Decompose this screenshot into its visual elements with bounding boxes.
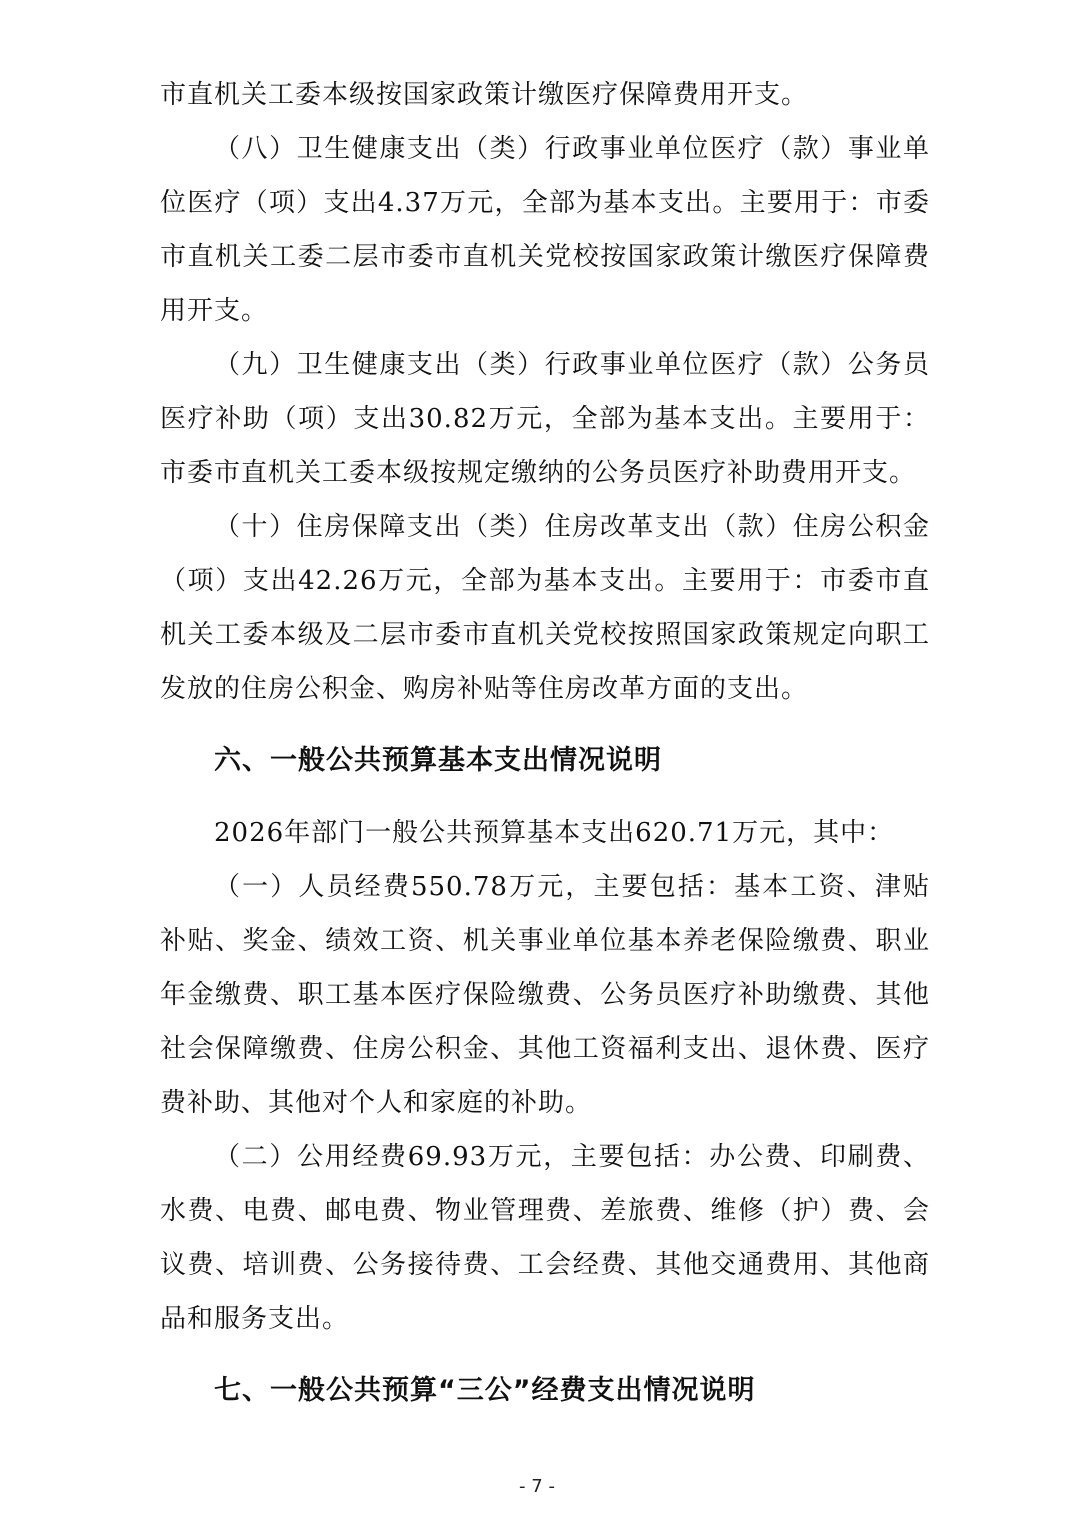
- paragraph-item-8: （八）卫生健康支出（类）行政事业单位医疗（款）事业单位医疗（项）支出4.37万元，全部为基本支出。主要用于：市委市直机关工委二层市委市直机关党校按国家政策计缴医疗保障费用开支。: [160, 134, 930, 326]
- section-6-personnel-expenses: （一）人员经费550.78万元，主要包括：基本工资、津贴补贴、奖金、绩效工资、机关事业单位基本养老保险缴费、职业年金缴费、职工基本医疗保险缴费、公务员医疗补助缴费、其他社会保障缴费、住房公积金、其他工资福利支出、退休费、医疗费补助、其他对个人和家庭的补助。: [160, 872, 930, 1118]
- document-body: [160, 68, 930, 1436]
- page-number: - 7 -: [519, 1476, 555, 1497]
- section-6-summary: 2026年部门一般公共预算基本支出620.71万元，其中：: [214, 818, 895, 848]
- section-6-public-expenses: （二）公用经费69.93万元，主要包括：办公费、印刷费、水费、电费、邮电费、物业管理费、差旅费、维修（护）费、会议费、培训费、公务接待费、工会经费、其他交通费用、其他商品和服务支出。: [160, 1142, 930, 1334]
- paragraph-item-10: （十）住房保障支出（类）住房改革支出（款）住房公积金（项）支出42.26万元，全部为基本支出。主要用于：市委市直机关工委本级及二层市委市直机关党校按照国家政策规定向职工发放的住房公积金、购房补贴等住房改革方面的支出。: [160, 512, 930, 704]
- section-6-heading: 六、一般公共预算基本支出情况说明: [214, 745, 662, 776]
- section-7-heading: 七、一般公共预算“三公”经费支出情况说明: [214, 1375, 756, 1406]
- paragraph-continuation: 市直机关工委本级按国家政策计缴医疗保障费用开支。: [160, 80, 809, 110]
- paragraph-item-9: （九）卫生健康支出（类）行政事业单位医疗（款）公务员医疗补助（项）支出30.82万元，全部为基本支出。主要用于：市委市直机关工委本级按规定缴纳的公务员医疗补助费用开支。: [160, 350, 930, 488]
